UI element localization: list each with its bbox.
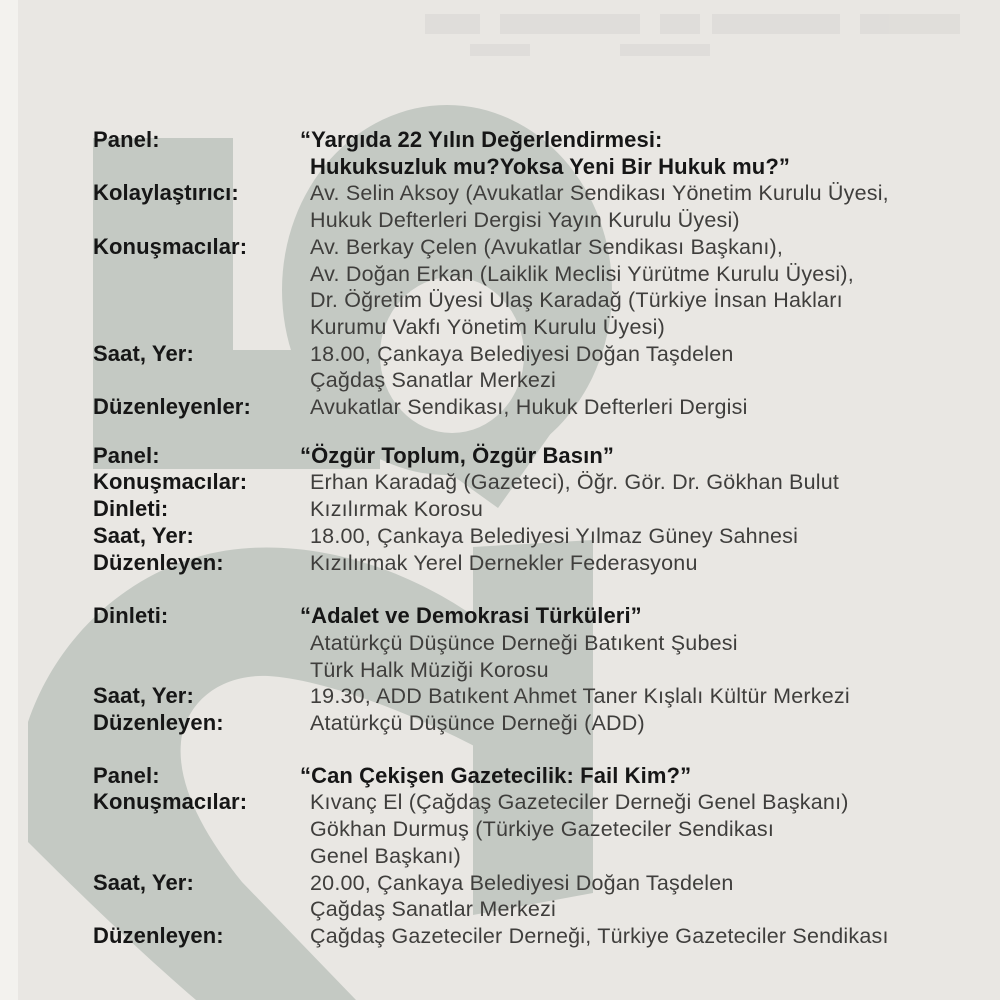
row-label: Saat, Yer: xyxy=(93,683,194,709)
program-row xyxy=(93,683,973,710)
row-value xyxy=(300,469,973,496)
row-line: Dr. Öğretim Üyesi Ulaş Karadağ (Türkiye İnsan Hakları xyxy=(310,288,843,313)
event-title-line: “Can Çekişen Gazetecilik: Fail Kim?” xyxy=(300,762,692,788)
program-content xyxy=(93,127,973,950)
event-title-line: “Yargıda 22 Yılın Değerlendirmesi: xyxy=(300,127,663,152)
program-row xyxy=(93,710,973,737)
row-label: Konuşmacılar: xyxy=(93,469,248,495)
program-row xyxy=(93,870,973,923)
row-value xyxy=(300,710,973,737)
program-row xyxy=(93,394,973,421)
row-label: Kolaylaştırıcı: xyxy=(93,180,239,206)
row-line: Erhan Karadağ (Gazeteci), Öğr. Gör. Dr. Gökhan Bulut xyxy=(310,470,840,495)
row-value xyxy=(300,870,973,923)
row-value xyxy=(300,127,973,180)
row-line: Çağdaş Sanatlar Merkezi xyxy=(310,368,556,393)
row-label: Saat, Yer: xyxy=(93,522,194,548)
row-value xyxy=(300,763,973,790)
row-line: Türk Halk Müziği Korosu xyxy=(310,657,549,682)
row-label: Panel: xyxy=(93,442,160,468)
program-row xyxy=(93,341,973,394)
event-title-line: Hukuksuzluk mu?Yoksa Yeni Bir Hukuk mu?” xyxy=(310,153,790,179)
row-label: Saat, Yer: xyxy=(93,340,194,366)
program-row xyxy=(93,630,973,683)
row-line: Kurumu Vakfı Yönetim Kurulu Üyesi) xyxy=(310,314,665,339)
row-value xyxy=(300,603,973,630)
row-value xyxy=(300,630,973,683)
event-title-line: “Özgür Toplum, Özgür Basın” xyxy=(300,442,614,468)
program-row xyxy=(93,789,973,869)
row-value xyxy=(300,789,973,869)
row-line: Kızılırmak Yerel Dernekler Federasyonu xyxy=(310,550,698,575)
program-section-1 xyxy=(93,127,973,421)
row-line: 18.00, Çankaya Belediyesi Yılmaz Güney Sahnesi xyxy=(310,523,799,548)
row-value xyxy=(300,683,973,710)
row-line: Kızılırmak Korosu xyxy=(310,497,484,522)
program-row xyxy=(93,923,973,950)
program-row xyxy=(93,234,973,341)
row-value xyxy=(300,443,973,470)
row-label: Konuşmacılar: xyxy=(93,233,248,259)
row-value xyxy=(300,234,973,341)
program-row xyxy=(93,603,973,630)
row-line: Gökhan Durmuş (Türkiye Gazeteciler Sendikası xyxy=(310,817,775,842)
row-label: Dinleti: xyxy=(93,496,169,522)
program-row xyxy=(93,127,973,180)
row-line: Çağdaş Sanatlar Merkezi xyxy=(310,897,556,922)
program-row xyxy=(93,550,973,577)
program-row xyxy=(93,180,973,233)
row-line: 20.00, Çankaya Belediyesi Doğan Taşdelen xyxy=(310,870,734,895)
row-line: 18.00, Çankaya Belediyesi Doğan Taşdelen xyxy=(310,341,734,366)
row-label: Düzenleyen: xyxy=(93,922,224,948)
program-row xyxy=(93,443,973,470)
program-row xyxy=(93,763,973,790)
row-value xyxy=(300,180,973,233)
program-row xyxy=(93,469,973,496)
row-value xyxy=(300,496,973,523)
row-line: Atatürkçü Düşünce Derneği (ADD) xyxy=(310,711,645,736)
row-value xyxy=(300,550,973,577)
row-value xyxy=(300,923,973,950)
row-label: Panel: xyxy=(93,127,160,152)
row-label: Düzenleyenler: xyxy=(93,394,251,420)
row-label: Dinleti: xyxy=(93,603,169,629)
program-section-2 xyxy=(93,443,973,577)
program-section-3 xyxy=(93,603,973,737)
program-section-4 xyxy=(93,763,973,950)
event-title-line: “Adalet ve Demokrasi Türküleri” xyxy=(300,603,642,629)
program-row xyxy=(93,496,973,523)
row-line: Genel Başkanı) xyxy=(310,843,461,868)
row-line: Kıvanç El (Çağdaş Gazeteciler Derneği Genel Başkanı) xyxy=(310,790,849,815)
row-label: Konuşmacılar: xyxy=(93,789,248,815)
row-label: Saat, Yer: xyxy=(93,869,194,895)
program-row xyxy=(93,523,973,550)
row-line: Atatürkçü Düşünce Derneği Batıkent Şubesi xyxy=(310,630,738,655)
ghost-text-artifacts xyxy=(425,14,960,56)
row-value xyxy=(300,341,973,394)
row-line: Av. Doğan Erkan (Laiklik Meclisi Yürütme Kurulu Üyesi), xyxy=(310,261,854,286)
row-value xyxy=(300,394,973,421)
row-line: Çağdaş Gazeteciler Derneği, Türkiye Gazeteciler Sendikası xyxy=(310,923,889,948)
row-line: 19.30, ADD Batıkent Ahmet Taner Kışlalı Kültür Merkezi xyxy=(310,684,850,709)
row-label: Düzenleyen: xyxy=(93,549,224,575)
row-line: Av. Berkay Çelen (Avukatlar Sendikası Başkanı), xyxy=(310,234,784,259)
row-label: Düzenleyen: xyxy=(93,710,224,736)
row-line: Av. Selin Aksoy (Avukatlar Sendikası Yönetim Kurulu Üyesi, xyxy=(310,181,889,206)
row-label: Panel: xyxy=(93,762,160,788)
row-line: Hukuk Defterleri Dergisi Yayın Kurulu Üyesi) xyxy=(310,208,740,233)
row-value xyxy=(300,523,973,550)
row-line: Avukatlar Sendikası, Hukuk Defterleri Dergisi xyxy=(310,395,748,420)
